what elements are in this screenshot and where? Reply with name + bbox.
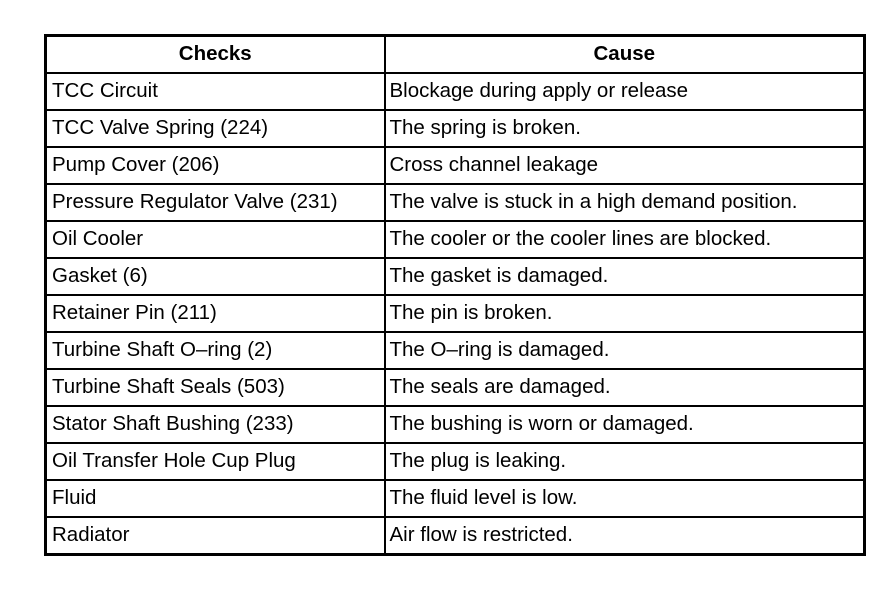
check-cell: Turbine Shaft Seals (503) [46,369,385,406]
cause-cell: Blockage during apply or release [385,73,865,110]
check-cell: Stator Shaft Bushing (233) [46,406,385,443]
check-cell: TCC Circuit [46,73,385,110]
table-row [46,517,865,555]
table-row [46,369,865,406]
check-cell: Oil Transfer Hole Cup Plug [46,443,385,480]
check-cell: Oil Cooler [46,221,385,258]
check-cell: Turbine Shaft O–ring (2) [46,332,385,369]
table-row [46,295,865,332]
cause-cell: The bushing is worn or damaged. [385,406,865,443]
cause-cell: The cooler or the cooler lines are blocked. [385,221,865,258]
checks-column-header: Checks [46,36,385,74]
header-row [46,36,865,74]
check-cell: Retainer Pin (211) [46,295,385,332]
table-row [46,480,865,517]
cause-cell: Air flow is restricted. [385,517,865,555]
table-row [46,258,865,295]
cause-cell: The pin is broken. [385,295,865,332]
check-cell: Pressure Regulator Valve (231) [46,184,385,221]
cause-cell: The seals are damaged. [385,369,865,406]
table-row [46,184,865,221]
cause-cell: The spring is broken. [385,110,865,147]
check-cell: Fluid [46,480,385,517]
table-row [46,221,865,258]
cause-cell: The valve is stuck in a high demand position. [385,184,865,221]
table-row [46,406,865,443]
cause-column-header: Cause [385,36,865,74]
table-row [46,443,865,480]
check-cell: Gasket (6) [46,258,385,295]
table-row [46,332,865,369]
table-row [46,110,865,147]
table-body [46,73,865,555]
table-row [46,147,865,184]
cause-cell: The gasket is damaged. [385,258,865,295]
check-cell: Pump Cover (206) [46,147,385,184]
checks-cause-table [44,34,866,556]
table-row [46,73,865,110]
check-cell: TCC Valve Spring (224) [46,110,385,147]
cause-cell: The fluid level is low. [385,480,865,517]
cause-cell: The O–ring is damaged. [385,332,865,369]
cause-cell: The plug is leaking. [385,443,865,480]
cause-cell: Cross channel leakage [385,147,865,184]
check-cell: Radiator [46,517,385,555]
